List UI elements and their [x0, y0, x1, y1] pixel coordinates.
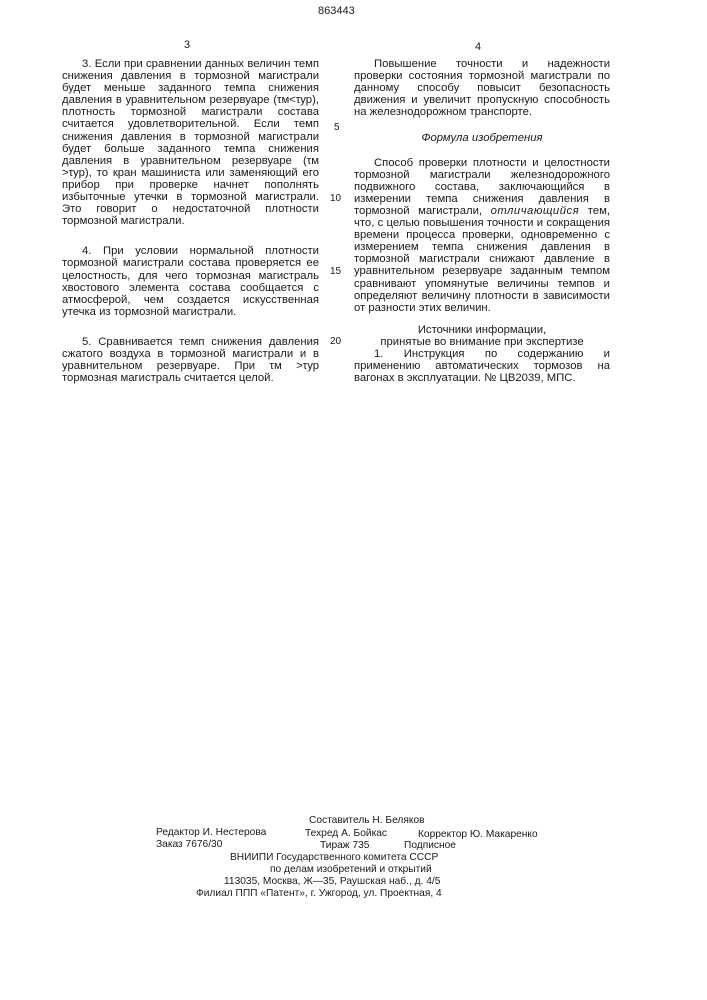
footer-address: 113035, Москва, Ж—35, Раушская наб., д. 4/5: [224, 876, 441, 887]
footer-corrector: Корректор Ю. Макаренко: [418, 829, 538, 840]
footer-order: Заказ 7676/30: [156, 839, 223, 850]
left-paragraph-3: 3. Если при сравнении данных величин темп снижения давления в тормозной магистрали будет меньше заданного темпа снижения давления в уравнительном резервуаре (τм<τур), плотность тормозной магистрали состава считается удовлетворительной. Если темп снижения давления в тормозной магистрали будет больше заданного темпа снижения давления в уравнительном резервуаре (τм >τур), то кран машиниста или заменяющий его прибор при проверке начнет пополнять избыточные утечки в тормозной магистрали. Это говорит о недостаточной плотности тормозной магистрали.: [62, 58, 319, 228]
source-1: 1. Инструкция по содержанию и применению автоматических тормозов на вагонах в эксплуатации. № ЦВ2039, МПС.: [354, 347, 610, 385]
footer-editor: Редактор И. Нестерова: [156, 827, 267, 838]
footer-circulation: Тираж 735: [320, 840, 370, 851]
footer-techred: Техред А. Бойкас: [305, 828, 388, 839]
line-number-10: 10: [330, 193, 342, 204]
left-paragraph-4: 4. При условии нормальной плотности тормозной магистрали состава проверяется ее целостность, для чего тормозная магистраль хвостового элемента состава сообщается с атмосферой, чем создается искусственная утечка из тормозной магистрали.: [62, 245, 319, 318]
footer-branch: Филиал ППП «Патент», г. Ужгород, ул. Проектная, 4: [196, 888, 442, 899]
footer-org-1: ВНИИПИ Государственного комитета СССР: [230, 852, 439, 863]
footer-compiler: Составитель Н. Беляков: [309, 815, 425, 826]
line-number-15: 15: [330, 266, 342, 277]
claims-heading: Формула изобретения: [421, 132, 543, 145]
left-paragraph-5: 5. Сравнивается темп снижения давления сжатого воздуха в тормозной магистрали и в уравнительном резервуаре. При τм >τур тормозная магистраль считается целой.: [62, 335, 319, 385]
claim-text: [354, 157, 610, 314]
claim-text-before: Способ проверки плотности и целостности тормозной магистрали железнодорожного подвижного состава, заключающийся в измерении темпа снижения давления в тормозной магистрали,: [354, 156, 610, 217]
patent-number: 863443: [318, 5, 355, 17]
claim-text-after: тем, что, с целью повышения точности и сокращения времени процесса проверки, одновременно с измерением темпа снижения давления в тормозной магистрали снижают давление в уравнительном резервуаре заданным темпом сравнивают упомянутые величины темпов и определяют величину плотности в зависимости от разности этих величин.: [354, 204, 610, 314]
claim-emphasis: отличающийся: [490, 204, 580, 217]
footer-org-2: по делам изобретений и открытий: [270, 864, 432, 875]
sources-heading-1: Источники информации,: [417, 323, 547, 336]
right-paragraph-1: Повышение точности и надежности проверки состояния тормозной магистрали по данному способу повысит безопасность движения и увеличит пропускную способность на железнодорожном транспорте.: [354, 58, 610, 119]
left-page-number: 3: [184, 39, 191, 51]
right-column: [354, 58, 610, 384]
sources-heading-2: принятые во внимание при экспертизе: [380, 335, 584, 348]
left-column: [62, 58, 319, 384]
right-page-number: 4: [475, 41, 482, 53]
footer-subscription: Подписное: [404, 840, 456, 851]
line-number-5: 5: [334, 122, 340, 133]
line-number-20: 20: [330, 336, 342, 347]
